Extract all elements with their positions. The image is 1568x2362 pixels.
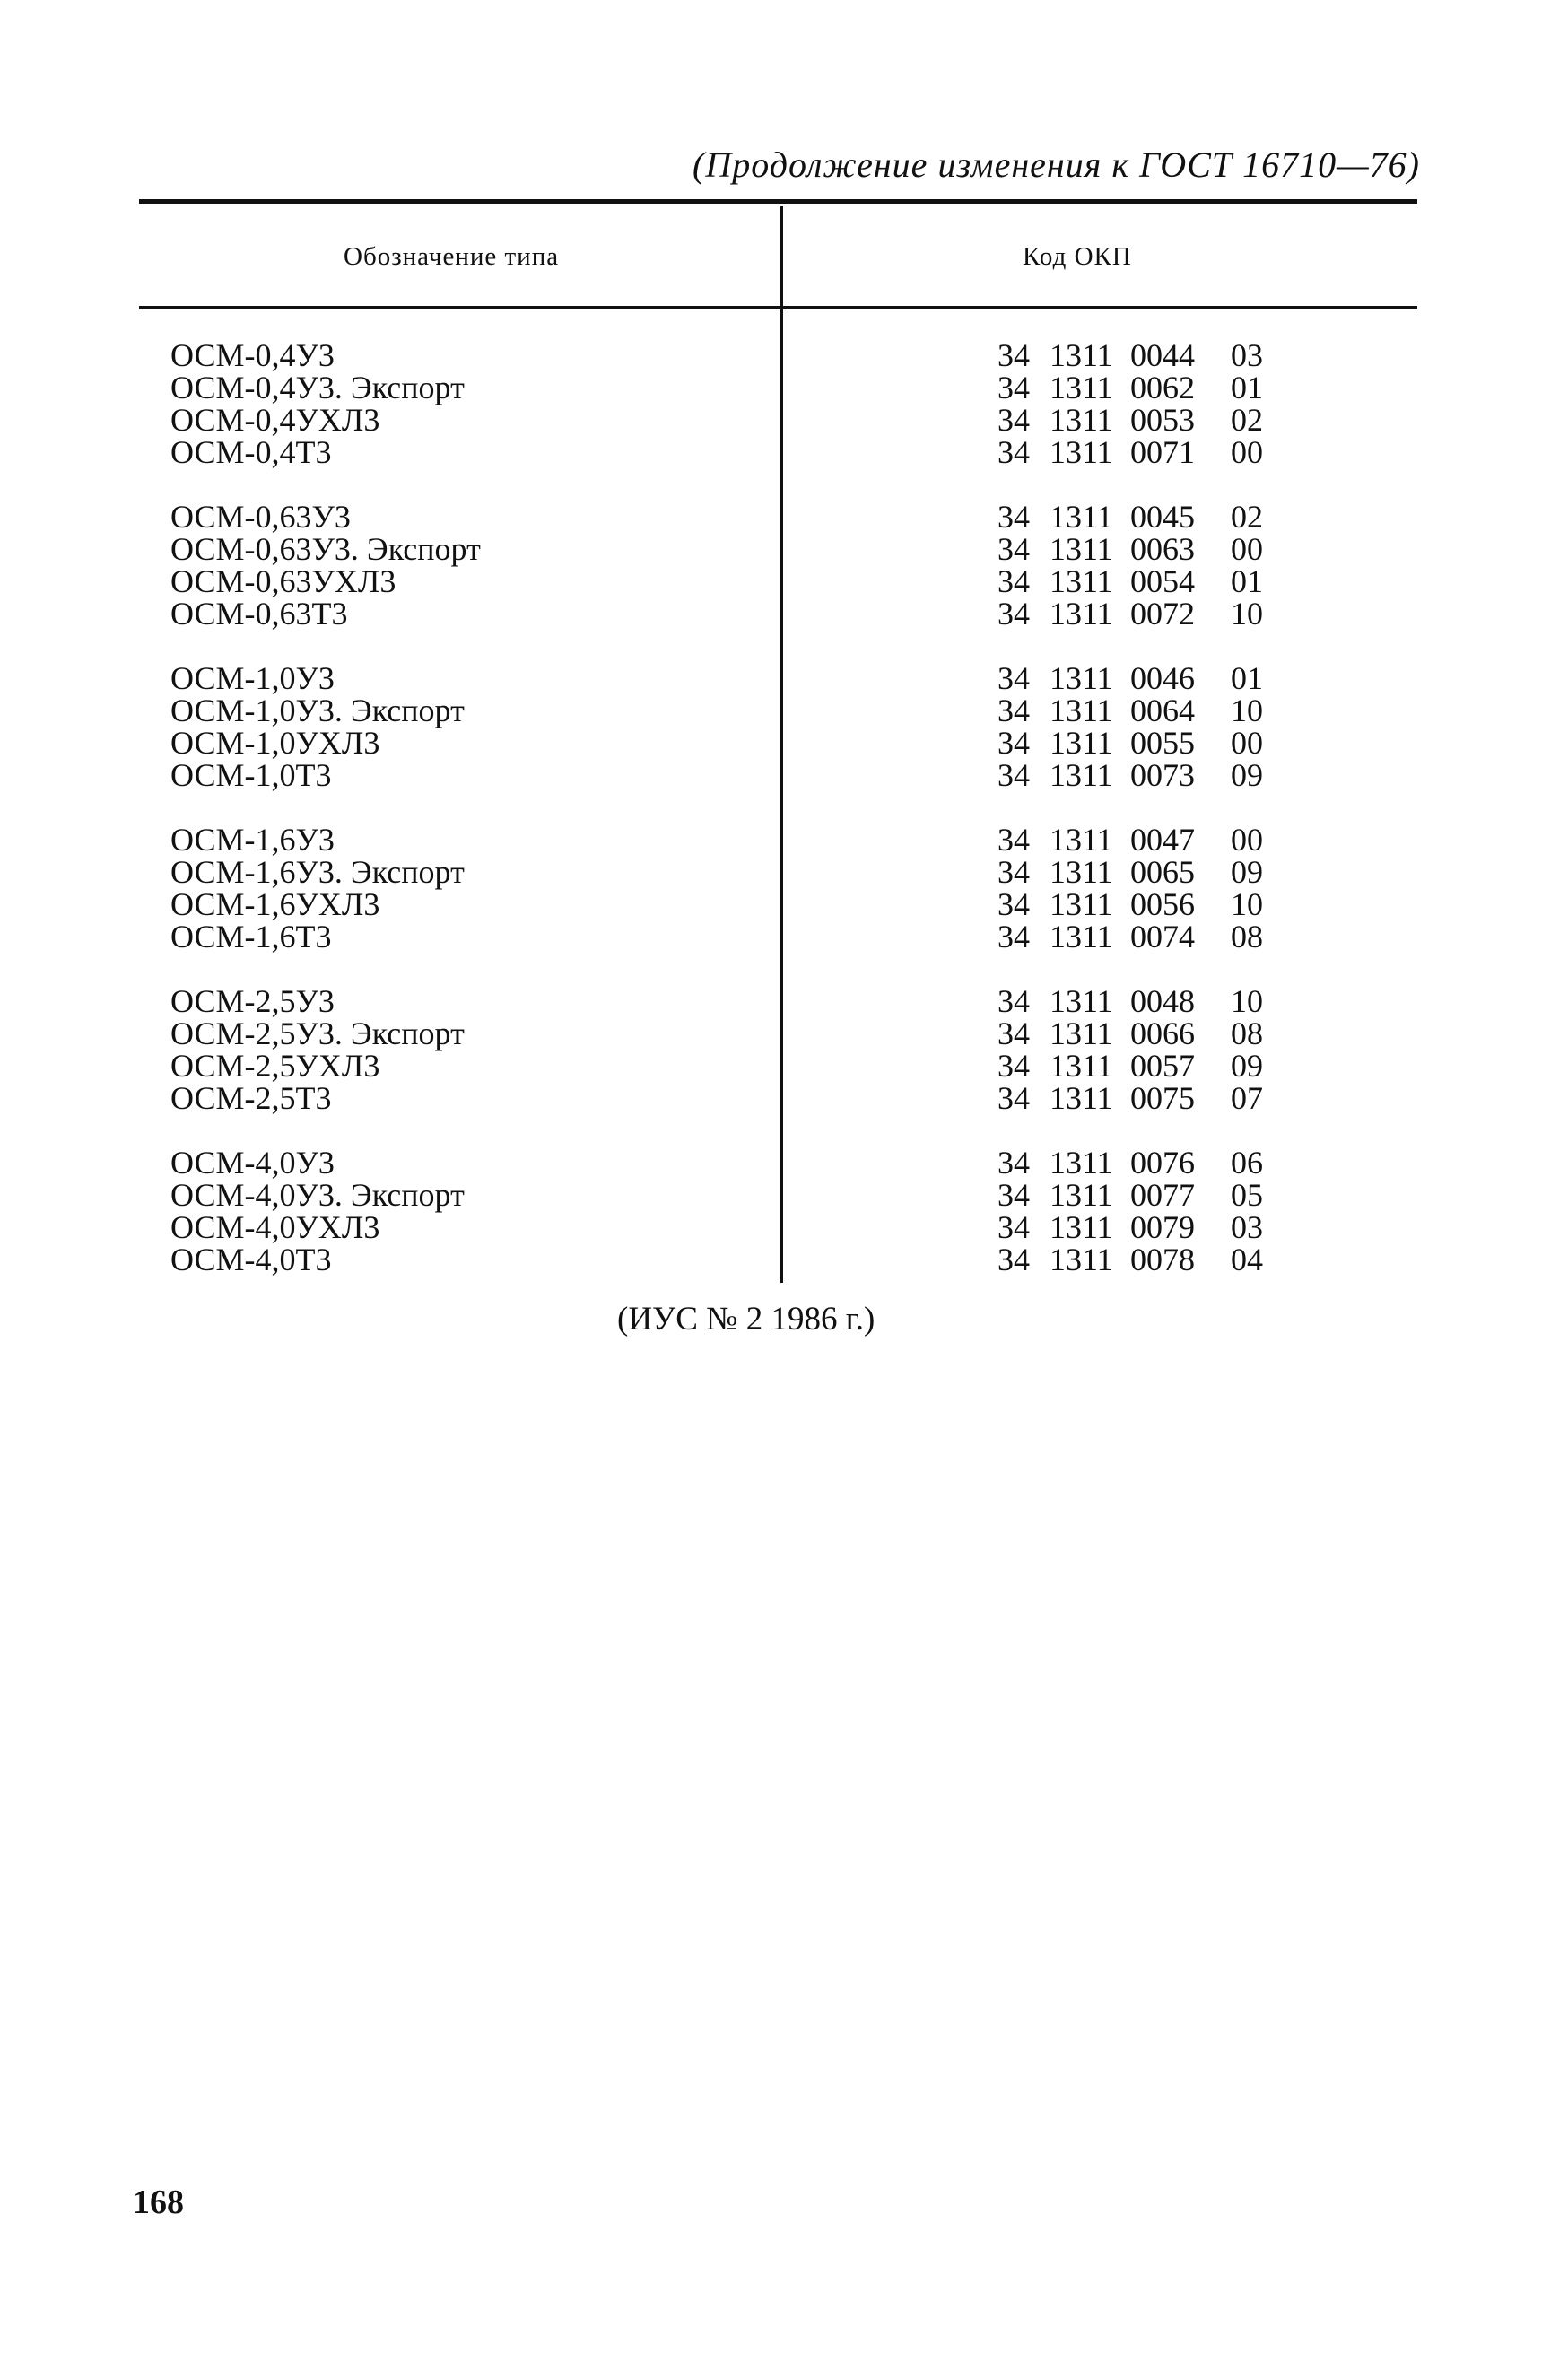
okp-code (997, 565, 1276, 597)
table-row (0, 339, 1568, 371)
type-designation: ОСМ-2,5УХЛ3 (170, 1048, 380, 1084)
okp-code (997, 888, 1276, 920)
okp-code (997, 824, 1276, 856)
table-row (0, 371, 1568, 404)
okp-code-part: 1311 (1050, 434, 1113, 470)
okp-code-part: 0071 (1130, 434, 1195, 470)
type-designation: ОСМ-0,4Т3 (170, 434, 332, 470)
column-header-designation: Обозначение типа (344, 242, 560, 271)
okp-code-part: 34 (997, 563, 1030, 599)
table-row-group (0, 824, 1568, 985)
okp-code-part: 1311 (1050, 1080, 1113, 1116)
okp-code-part: 34 (997, 1209, 1030, 1245)
type-designation: ОСМ-4,0Т3 (170, 1242, 332, 1277)
okp-code-part: 34 (997, 919, 1030, 954)
okp-code-part: 0076 (1130, 1145, 1195, 1181)
table-row (0, 985, 1568, 1017)
type-designation: ОСМ-0,63У3 (170, 499, 351, 535)
okp-code-part: 0046 (1130, 660, 1195, 696)
table-row-group (0, 985, 1568, 1146)
page-number: 168 (133, 2183, 184, 2221)
okp-code-part: 0072 (1130, 596, 1195, 632)
okp-code (997, 436, 1276, 468)
okp-code (997, 727, 1276, 759)
okp-code-part: 34 (997, 531, 1030, 567)
okp-code-part: 34 (997, 337, 1030, 373)
okp-code-part: 0054 (1130, 563, 1195, 599)
table-row (0, 1050, 1568, 1082)
okp-code-part: 1311 (1050, 919, 1113, 954)
okp-code-part: 08 (1231, 1015, 1263, 1051)
table-row (0, 856, 1568, 888)
okp-code-part: 34 (997, 1015, 1030, 1051)
type-designation: ОСМ-1,6УХЛ3 (170, 886, 380, 922)
okp-code (997, 597, 1276, 630)
okp-code-part: 34 (997, 1080, 1030, 1116)
okp-code-part: 0055 (1130, 725, 1195, 761)
okp-code (997, 404, 1276, 436)
table-row (0, 888, 1568, 920)
okp-code-part: 1311 (1050, 596, 1113, 632)
okp-code-part: 1311 (1050, 1145, 1113, 1181)
okp-code-part: 03 (1231, 1209, 1263, 1245)
okp-code-part: 34 (997, 596, 1030, 632)
table-row (0, 1243, 1568, 1276)
okp-code (997, 339, 1276, 371)
okp-code-part: 09 (1231, 757, 1263, 793)
okp-code-part: 0045 (1130, 499, 1195, 535)
okp-code-part: 1311 (1050, 337, 1113, 373)
okp-code-part: 1311 (1050, 757, 1113, 793)
okp-code-part: 34 (997, 1242, 1030, 1277)
table-header-rule (139, 306, 1417, 309)
okp-code-part: 1311 (1050, 725, 1113, 761)
okp-code (997, 371, 1276, 404)
okp-code-part: 1311 (1050, 660, 1113, 696)
type-designation: ОСМ-0,4У3 (170, 337, 335, 373)
okp-code-part: 1311 (1050, 854, 1113, 890)
okp-code-part: 0056 (1130, 886, 1195, 922)
type-designation: ОСМ-0,63У3. Экспорт (170, 531, 481, 567)
okp-code-part: 1311 (1050, 822, 1113, 858)
okp-code-part: 03 (1231, 337, 1263, 373)
table-row (0, 597, 1568, 630)
okp-code-part: 01 (1231, 660, 1263, 696)
type-designation: ОСМ-2,5У3. Экспорт (170, 1015, 465, 1051)
type-designation: ОСМ-4,0У3. Экспорт (170, 1177, 465, 1213)
okp-code-part: 0064 (1130, 693, 1195, 728)
table-row (0, 727, 1568, 759)
table-row (0, 1146, 1568, 1179)
okp-code-part: 02 (1231, 402, 1263, 438)
okp-code-part: 1311 (1050, 1048, 1113, 1084)
okp-code (997, 1211, 1276, 1243)
okp-code-part: 1311 (1050, 1177, 1113, 1213)
table-row (0, 436, 1568, 468)
okp-code-part: 0075 (1130, 1080, 1195, 1116)
table-row (0, 404, 1568, 436)
okp-code-part: 0063 (1130, 531, 1195, 567)
okp-code (997, 759, 1276, 791)
continuation-header: (Продолжение изменения к ГОСТ 16710—76) (693, 144, 1420, 185)
column-header-okp-code: Код ОКП (1023, 242, 1132, 271)
okp-code-part: 1311 (1050, 983, 1113, 1019)
okp-code (997, 1017, 1276, 1050)
okp-code-part: 05 (1231, 1177, 1263, 1213)
table-row (0, 1017, 1568, 1050)
okp-code-part: 0078 (1130, 1242, 1195, 1277)
okp-code-part: 02 (1231, 499, 1263, 535)
table-row (0, 694, 1568, 727)
type-designation: ОСМ-1,0Т3 (170, 757, 332, 793)
okp-code (997, 985, 1276, 1017)
table-row (0, 662, 1568, 694)
okp-code (997, 694, 1276, 727)
table-row-group (0, 339, 1568, 501)
okp-code-part: 1311 (1050, 1242, 1113, 1277)
type-designation: ОСМ-4,0УХЛ3 (170, 1209, 380, 1245)
okp-code-part: 0053 (1130, 402, 1195, 438)
okp-code-part: 1311 (1050, 693, 1113, 728)
okp-code-part: 0079 (1130, 1209, 1195, 1245)
okp-code-part: 1311 (1050, 563, 1113, 599)
source-note: (ИУС № 2 1986 г.) (617, 1301, 875, 1338)
table-row (0, 533, 1568, 565)
okp-code-part: 1311 (1050, 402, 1113, 438)
type-designation: ОСМ-2,5У3 (170, 983, 335, 1019)
table-row (0, 1211, 1568, 1243)
okp-code-part: 04 (1231, 1242, 1263, 1277)
okp-code-part: 10 (1231, 693, 1263, 728)
table-row (0, 824, 1568, 856)
okp-code-part: 00 (1231, 725, 1263, 761)
okp-code (997, 1082, 1276, 1114)
okp-code-part: 0073 (1130, 757, 1195, 793)
okp-code-part: 09 (1231, 854, 1263, 890)
table-row (0, 1179, 1568, 1211)
table-top-rule (139, 199, 1417, 204)
okp-code-part: 1311 (1050, 1209, 1113, 1245)
okp-code-part: 00 (1231, 434, 1263, 470)
okp-code-part: 1311 (1050, 499, 1113, 535)
type-designation: ОСМ-1,0У3. Экспорт (170, 693, 465, 728)
okp-code-part: 34 (997, 402, 1030, 438)
okp-code-part: 34 (997, 822, 1030, 858)
okp-code-part: 1311 (1050, 531, 1113, 567)
okp-code-part: 0066 (1130, 1015, 1195, 1051)
okp-code-part: 0057 (1130, 1048, 1195, 1084)
okp-code-part: 01 (1231, 370, 1263, 405)
okp-code (997, 501, 1276, 533)
type-designation: ОСМ-1,6У3. Экспорт (170, 854, 465, 890)
okp-code-part: 06 (1231, 1145, 1263, 1181)
okp-code (997, 856, 1276, 888)
okp-code (997, 1146, 1276, 1179)
type-designation: ОСМ-0,4УХЛ3 (170, 402, 380, 438)
type-designation: ОСМ-1,0У3 (170, 660, 335, 696)
okp-code (997, 1243, 1276, 1276)
type-designation: ОСМ-1,6Т3 (170, 919, 332, 954)
okp-code-part: 34 (997, 1145, 1030, 1181)
table-row (0, 1082, 1568, 1114)
table-row-group (0, 1146, 1568, 1308)
okp-code-part: 34 (997, 1048, 1030, 1084)
okp-code-part: 10 (1231, 596, 1263, 632)
table-row (0, 565, 1568, 597)
table-row-group (0, 501, 1568, 662)
okp-code-part: 0065 (1130, 854, 1195, 890)
okp-code-part: 34 (997, 660, 1030, 696)
okp-code-part: 34 (997, 499, 1030, 535)
okp-code-part: 0048 (1130, 983, 1195, 1019)
okp-code-part: 08 (1231, 919, 1263, 954)
okp-code (997, 920, 1276, 953)
type-designation: ОСМ-1,0УХЛ3 (170, 725, 380, 761)
okp-code (997, 662, 1276, 694)
okp-code-part: 00 (1231, 531, 1263, 567)
table-body (0, 339, 1568, 1308)
okp-code-part: 34 (997, 725, 1030, 761)
okp-code-part: 10 (1231, 983, 1263, 1019)
okp-code-part: 07 (1231, 1080, 1263, 1116)
okp-code-part: 34 (997, 1177, 1030, 1213)
okp-code-part: 34 (997, 757, 1030, 793)
okp-code-part: 10 (1231, 886, 1263, 922)
okp-code-part: 34 (997, 693, 1030, 728)
okp-code-part: 1311 (1050, 370, 1113, 405)
okp-code (997, 533, 1276, 565)
type-designation: ОСМ-0,63УХЛ3 (170, 563, 396, 599)
table-row (0, 501, 1568, 533)
okp-code-part: 0047 (1130, 822, 1195, 858)
table-row (0, 759, 1568, 791)
okp-code-part: 0077 (1130, 1177, 1195, 1213)
okp-code-part: 1311 (1050, 1015, 1113, 1051)
okp-code-part: 1311 (1050, 886, 1113, 922)
okp-code-part: 0074 (1130, 919, 1195, 954)
type-designation: ОСМ-2,5Т3 (170, 1080, 332, 1116)
okp-code (997, 1179, 1276, 1211)
type-designation: ОСМ-4,0У3 (170, 1145, 335, 1181)
type-designation: ОСМ-0,4У3. Экспорт (170, 370, 465, 405)
okp-code-part: 34 (997, 854, 1030, 890)
table-row-group (0, 662, 1568, 824)
okp-code-part: 34 (997, 434, 1030, 470)
okp-code-part: 01 (1231, 563, 1263, 599)
type-designation: ОСМ-0,63Т3 (170, 596, 348, 632)
okp-code-part: 00 (1231, 822, 1263, 858)
okp-code (997, 1050, 1276, 1082)
okp-code-part: 34 (997, 983, 1030, 1019)
type-designation: ОСМ-1,6У3 (170, 822, 335, 858)
okp-code-part: 34 (997, 886, 1030, 922)
okp-code-part: 0062 (1130, 370, 1195, 405)
okp-code-part: 09 (1231, 1048, 1263, 1084)
okp-code-part: 34 (997, 370, 1030, 405)
okp-code-part: 0044 (1130, 337, 1195, 373)
table-row (0, 920, 1568, 953)
